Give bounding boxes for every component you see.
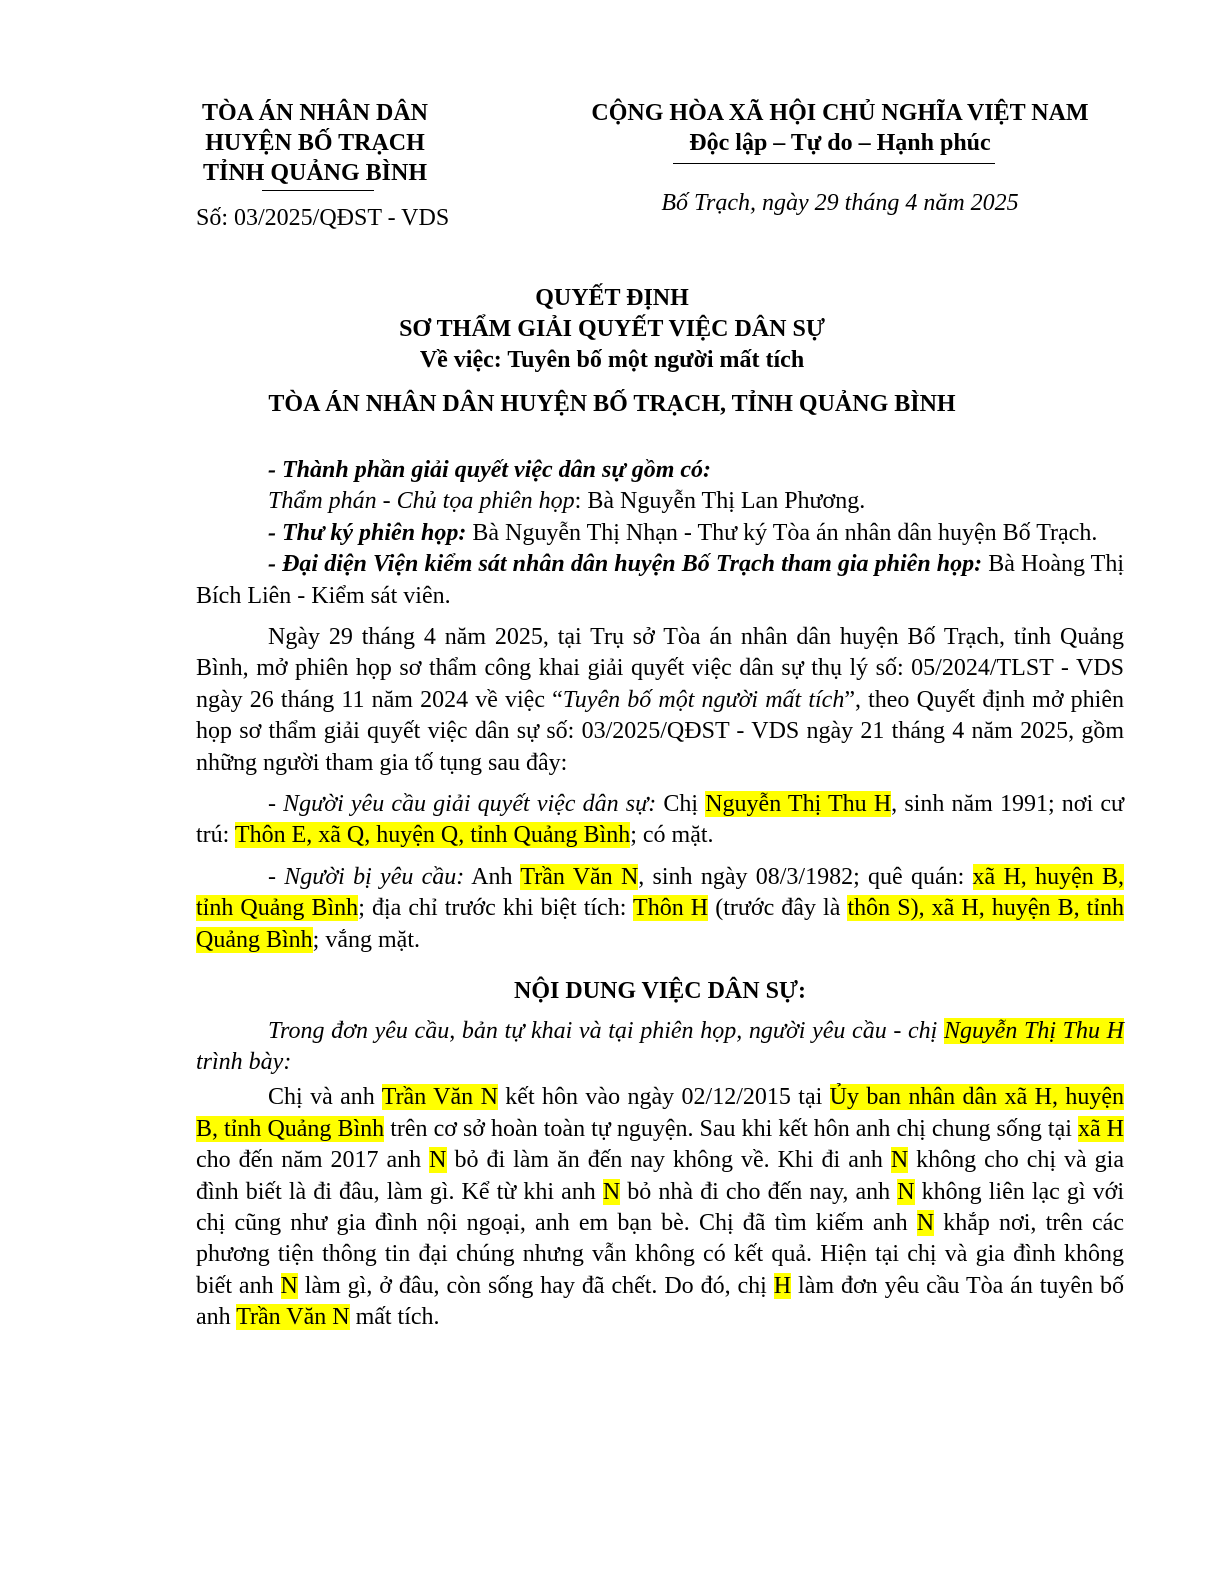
content-text-9: khắp nơi, trên các phương tiện thông tin đại chúng nhưng vẫn không có kết quả. Hiện tại chị và gia đình không biết anh xyxy=(196,1209,1124,1299)
respondent-t2: , sinh ngày 08/3/1982; quê quán: xyxy=(638,863,973,890)
decision-number: Số: 03/2025/QĐST - VDS xyxy=(196,205,450,231)
decision-title: QUYẾT ĐỊNH xyxy=(535,285,689,311)
national-title: CỘNG HÒA XÃ HỘI CHỦ NGHĨA VIỆT NAM xyxy=(591,100,1089,126)
content-text-10: làm gì, ở đâu, còn sống hay đã chết. Do đó, chị xyxy=(297,1272,774,1299)
judge-label: Thẩm phán - Chủ tọa phiên họp xyxy=(268,488,575,515)
content-paragraph xyxy=(196,1082,1124,1333)
content-highlight-6: N xyxy=(602,1178,621,1205)
requester-name: Nguyễn Thị Thu H xyxy=(705,791,892,818)
session-text2: ”, theo Quyết định mở phiên họp sơ thẩm giải quyết việc dân sự số: 03/2025/QĐST - VDS ngày 21 tháng 4 năm 2025, gồm những người tham gia tố tụng sau đây: xyxy=(196,686,1124,776)
content-text-5: bỏ đi làm ăn đến nay không về. Khi đi anh xyxy=(446,1147,891,1174)
content-intro-text2: trình bày: xyxy=(196,1048,292,1075)
requester-t2: , sinh năm 1991; nơi cư trú: xyxy=(196,791,1124,849)
court-name-line1: TÒA ÁN NHÂN DÂN xyxy=(201,100,428,126)
prosecutor-value: Bà Hoàng Thị Bích Liên - Kiểm sát viên. xyxy=(196,551,1124,609)
session-case-name: Tuyên bố một người mất tích xyxy=(562,686,845,713)
requester-paragraph xyxy=(196,789,1124,852)
content-intro-text1: Trong đơn yêu cầu, bản tự khai và tại phiên họp, người yêu cầu - chị xyxy=(268,1017,945,1044)
content-highlight-10: H xyxy=(773,1272,792,1299)
prosecutor-label: - Đại diện Viện kiểm sát nhân dân huyện Bố Trạch tham gia phiên họp: xyxy=(268,551,983,578)
respondent-village: Thôn H xyxy=(633,895,709,922)
content-highlight-8: N xyxy=(916,1209,935,1236)
content-text-2: kết hôn vào ngày 02/12/2015 tại xyxy=(497,1084,830,1111)
respondent-hometown: xã H, huyện B, tỉnh Quảng Bình xyxy=(196,863,1125,922)
content-text-11: làm đơn yêu cầu Tòa án tuyên bố anh xyxy=(196,1272,1125,1331)
respondent-label: - Người bị yêu cầu: xyxy=(268,863,465,890)
clerk-line xyxy=(196,518,1124,549)
content-intro xyxy=(196,1016,1124,1079)
content-highlight-7: N xyxy=(897,1178,915,1205)
content-text-4: cho đến năm 2017 anh xyxy=(196,1147,430,1174)
respondent-name: Trần Văn N xyxy=(520,863,639,890)
clerk-label: - Thư ký phiên họp: xyxy=(268,519,467,546)
court-header-underline xyxy=(262,190,374,191)
respondent-t4: (trước đây là xyxy=(708,895,848,922)
composition-heading-text: - Thành phần giải quyết việc dân sự gồm có: xyxy=(268,457,712,483)
court-name-line3: TỈNH QUẢNG BÌNH xyxy=(202,160,428,186)
content-highlight-11: Trần Văn N xyxy=(236,1304,350,1331)
content-highlight-5: N xyxy=(890,1147,909,1174)
respondent-t1: Anh xyxy=(464,863,521,890)
decision-subject: Về việc: Tuyên bố một người mất tích xyxy=(419,347,805,373)
decision-date: Bố Trạch, ngày 29 tháng 4 năm 2025 xyxy=(661,190,1019,216)
content-highlight-2: Ủy ban nhân dân xã H, huyện B, tỉnh Quảng Bình xyxy=(196,1084,1125,1142)
content-text-12: mất tích. xyxy=(349,1304,440,1331)
respondent-paragraph xyxy=(196,862,1124,956)
content-text-7: bỏ nhà đi cho đến nay, anh xyxy=(620,1178,898,1205)
content-text-1: Chị và anh xyxy=(268,1084,382,1111)
content-highlight-9: N xyxy=(280,1272,298,1299)
prosecutor-line xyxy=(196,549,1124,612)
content-highlight-4: N xyxy=(429,1147,447,1174)
session-text1: Ngày 29 tháng 4 năm 2025, tại Trụ sở Tòa án nhân dân huyện Bố Trạch, tỉnh Quảng Bình, mở phiên họp sơ thẩm công khai giải quyết việc dân sự thụ lý số: 05/2024/TLST - VDS ngày 26 tháng 11 năm 2024 về việc “ xyxy=(196,624,1124,713)
decision-body xyxy=(196,455,1124,1334)
content-heading: NỘI DUNG VIỆC DÂN SỰ: xyxy=(513,978,807,1005)
content-text-3: trên cơ sở hoàn toàn tự nguyện. Sau khi kết hôn anh chị chung sống tại xyxy=(384,1115,1078,1142)
session-paragraph xyxy=(196,622,1124,779)
respondent-t3: ; địa chỉ trước khi biệt tích: xyxy=(358,895,634,922)
issuing-court: TÒA ÁN NHÂN DÂN HUYỆN BỐ TRẠCH, TỈNH QUẢNG BÌNH xyxy=(268,391,956,417)
judge-value: : Bà Nguyễn Thị Lan Phương. xyxy=(574,488,866,515)
decision-subtitle: SƠ THẨM GIẢI QUYẾT VIỆC DÂN SỰ xyxy=(399,316,825,342)
requester-address: Thôn E, xã Q, huyện Q, tỉnh Quảng Bình xyxy=(234,822,631,849)
clerk-value: Bà Nguyễn Thị Nhạn - Thư ký Tòa án nhân dân huyện Bố Trạch. xyxy=(466,519,1098,546)
court-name-line2: HUYỆN BỐ TRẠCH xyxy=(205,130,425,156)
judge-line xyxy=(196,486,1124,517)
requester-t3: ; có mặt. xyxy=(630,822,714,849)
content-text-8: không liên lạc gì với chị cũng như gia đình nội ngoại, anh em bạn bè. Chị đã tìm kiếm anh xyxy=(196,1178,1124,1236)
national-motto: Độc lập – Tự do – Hạnh phúc xyxy=(689,130,991,156)
requester-t1: Chị xyxy=(656,791,706,818)
national-header xyxy=(560,98,1120,158)
content-highlight-1: Trần Văn N xyxy=(381,1084,498,1111)
requester-label: - Người yêu cầu giải quyết việc dân sự: xyxy=(268,791,657,818)
content-intro-name: Nguyễn Thị Thu H xyxy=(944,1017,1124,1044)
national-header-underline xyxy=(673,163,995,164)
content-text-6: không cho chị và gia đình biết là đi đâu, làm gì. Kể từ khi anh xyxy=(196,1147,1124,1205)
content-highlight-3: xã H xyxy=(1077,1115,1124,1142)
respondent-t5: ; vắng mặt. xyxy=(312,926,420,953)
composition-heading xyxy=(196,455,1124,486)
court-header xyxy=(160,98,470,188)
respondent-old-village: thôn S), xã H, huyện B, tỉnh Quảng Bình xyxy=(196,895,1125,953)
